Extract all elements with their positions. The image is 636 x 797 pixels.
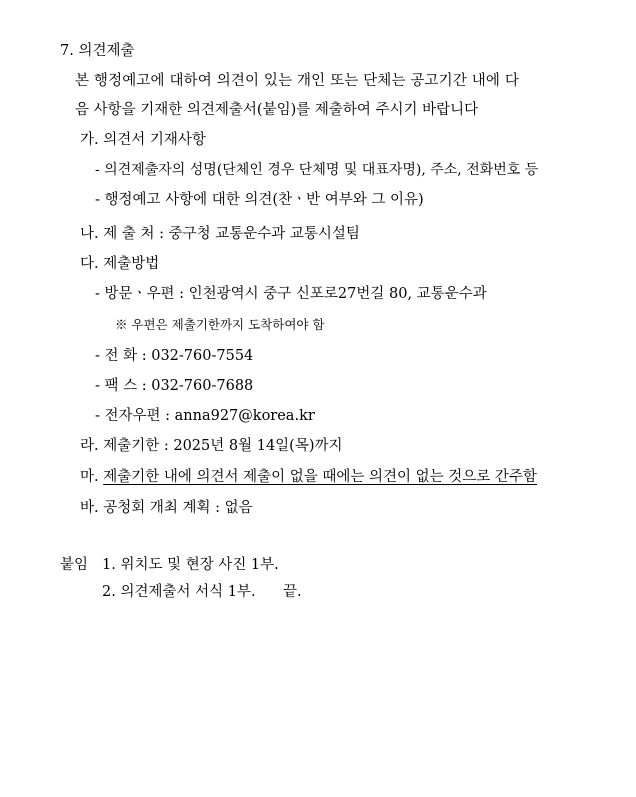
item-da-visit: - 방문ㆍ우편 : 인천광역시 중구 신포로27번길 80, 교통운수과 xyxy=(95,286,487,302)
item-ra: 라. 제출기한 : 2025년 8월 14일(목)까지 xyxy=(80,438,343,454)
item-ma-prefix: 마. xyxy=(80,469,104,485)
intro-line-1: 본 행정예고에 대하여 의견이 있는 개인 또는 단체는 공고기간 내에 다 xyxy=(75,73,519,89)
section-heading: 7. 의견제출 xyxy=(60,43,135,59)
item-ga-sub2: - 행정예고 사항에 대한 의견(찬ㆍ반 여부와 그 이유) xyxy=(95,192,424,208)
intro-line-2: 음 사항을 기재한 의견제출서(붙임)를 제출하여 주시기 바랍니다 xyxy=(75,102,479,118)
item-da-email: - 전자우편 : anna927@korea.kr xyxy=(95,408,315,424)
item-ma xyxy=(80,468,537,486)
item-ga-title: 가. 의견서 기재사항 xyxy=(80,132,206,148)
attachment-item-2: 2. 의견제출서 서식 1부. xyxy=(102,584,256,600)
item-ma-text: 제출기한 내에 의견서 제출이 없을 때에는 의견이 없는 것으로 간주함 xyxy=(103,469,537,485)
item-ba: 바. 공청회 개최 계획 : 없음 xyxy=(80,500,253,516)
end-mark: 끝. xyxy=(283,584,302,600)
attachment-item-1: 1. 위치도 및 현장 사진 1부. xyxy=(102,557,279,573)
item-da-note: ※ 우편은 제출기한까지 도착하여야 함 xyxy=(115,317,325,332)
item-da-fax: - 팩 스 : 032-760-7688 xyxy=(95,378,254,394)
attachment-label: 붙임 xyxy=(60,557,89,573)
item-na: 나. 제 출 처 : 중구청 교통운수과 교통시설팀 xyxy=(80,226,360,242)
item-da-phone: - 전 화 : 032-760-7554 xyxy=(95,348,254,364)
item-ga-sub1: - 의견제출자의 성명(단체인 경우 단체명 및 대표자명), 주소, 전화번호 등 xyxy=(95,162,539,178)
item-da-title: 다. 제출방법 xyxy=(80,256,160,272)
